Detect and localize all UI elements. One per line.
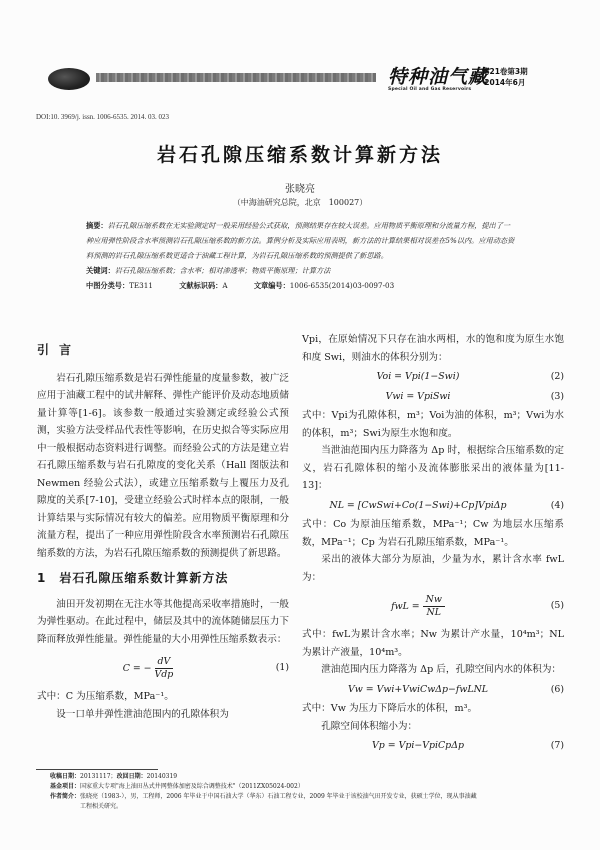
eq1-fraction xyxy=(155,656,174,681)
volume-issue: 第21卷第3期 xyxy=(482,67,528,76)
footnote-bio xyxy=(50,792,570,802)
keywords xyxy=(86,263,516,278)
equation-6 xyxy=(302,681,564,699)
eq7-label: (7) xyxy=(550,740,564,751)
fund-text: 国家重大专项"海上油田丛式井网整体加密及综合调整技术"（2011ZX05024-002） xyxy=(80,783,304,790)
intro-paragraph: 岩石孔隙压缩系数是岩石弹性能量的度量参数，被广泛应用于油藏工程中的试井解释、弹性产能评价及动态地质储量计算等[1-6]。该参数一般通过实验测定或经验公式预测，实验方法受样品代表性等影响，在历史拟合等实际应用中一般根据动态资料进行调整。而经验公式的方法是建立岩石孔隙压缩系数与岩石孔隙度的变化关系（Hall 图版法和 Newmen 经验公式法），或建立压缩系数与上覆压力及孔隙度的关系[7-10]，受建立经验公式时样本点的限制，一般计算结果与实际情况有较大的偏差。应用物质平衡原理和分流量方程，提出了一种应用弹性阶段含水率预测岩石孔隙压缩系数的方法，为岩石孔隙压缩系数的预测提供了新思路。 xyxy=(37,372,289,559)
eq5-label: (5) xyxy=(550,600,564,612)
eq6-description: 式中：Vw 为压力下降后水的体积，m³。 xyxy=(302,703,478,714)
footnote-fund xyxy=(50,782,570,792)
left-column xyxy=(37,336,289,723)
paragraph-2: 当泄油范围内压力降落为 Δp 时，根据综合压缩系数的定义，岩石孔隙体积的缩小及流体膨胀采出的液体量为[11-13]： xyxy=(302,445,564,491)
clc-value: TE311 xyxy=(129,281,153,290)
equation-7 xyxy=(302,737,564,755)
paragraph-4: 泄油范围内压力降落为 Δp 后，孔隙空间内水的体积为： xyxy=(321,664,562,675)
eq5-numerator: Nw xyxy=(423,594,445,607)
eq1-label: (1) xyxy=(275,662,289,674)
footnote-divider xyxy=(36,769,158,770)
eq6-label: (6) xyxy=(550,683,564,695)
paragraph-last: 设一口单井弹性泄油范围内的孔隙体积为 xyxy=(56,708,229,720)
equation-2 xyxy=(302,368,564,386)
equation-3 xyxy=(302,388,564,406)
revised-label: 改回日期： xyxy=(116,773,147,780)
eq5-denominator: NL xyxy=(426,606,441,618)
eq1-denominator: Vdp xyxy=(154,668,174,680)
eq3-label: (3) xyxy=(550,390,564,402)
eq1-numerator: dV xyxy=(155,656,174,669)
article-no-label: 文章编号： xyxy=(253,281,290,290)
classification-line xyxy=(86,278,516,293)
issue-date: 2014年6月 xyxy=(484,78,526,87)
paragraph-5: 孔隙空间体积缩小为： xyxy=(321,720,418,732)
received-label: 收稿日期： xyxy=(50,773,81,780)
doi: DOI:10. 3969/j. issn. 1006-6535. 2014. 03. 023 xyxy=(36,113,169,121)
eq23-description: 式中：Vpi为孔隙体积，m³；Voi为油的体积，m³；Vwi为水的体积，m³；Swi为原生水饱和度。 xyxy=(302,410,564,439)
doc-code-label: 文献标识码： xyxy=(179,281,223,290)
section1-paragraph: 油田开发初期在无注水等其他提高采收率措施时，一般为弹性驱动。在此过程中，储层及其中的流体随储层压力下降而释放弹性能量。弹性能量的大小用弹性压缩系数表示： xyxy=(37,598,289,645)
abstract-text: 岩石孔隙压缩系数在无实验测定时一般采用经验公式获取，预测结果存在较大误差。应用物质平衡原理和分流量方程，提出了一种应用弹性阶段含水率预测岩石孔隙压缩系数的新方法。算例分析及实际应用表明，新方法的计算结果相对误差在5%以内。应用动态资料预测的岩石孔隙压缩系数更适合于油藏工程计算，为岩石孔隙压缩系数的预测提供了新思路。 xyxy=(86,221,515,260)
revised-date: 20140319 xyxy=(146,773,178,780)
equation-1 xyxy=(37,650,289,686)
affiliation: （中海油研究总院，北京 100027） xyxy=(232,198,368,207)
equation-4 xyxy=(302,497,564,515)
keywords-label: 关键词： xyxy=(86,266,115,275)
journal-logo-ellipse xyxy=(48,68,90,90)
author: 张晓亮 xyxy=(285,184,315,195)
eq6-body: Vw = Vwi+VwiCwΔp−fwLNL xyxy=(347,683,489,695)
abstract xyxy=(86,218,516,263)
section1-heading: 1 岩石孔隙压缩系数计算新方法 xyxy=(37,571,229,585)
journal-name-cn: 特种油气藏 xyxy=(388,66,489,88)
intro-heading: 引言 xyxy=(37,343,82,357)
footnotes xyxy=(50,772,570,812)
abstract-label: 摘要： xyxy=(86,221,108,230)
right-column xyxy=(302,331,564,757)
header-decorative-bar xyxy=(96,73,376,82)
bio-text-1: 张晓亮（1983-），男，工程师，2006 年毕业于中国石油大学（华东）石油工程专业，2009 年毕业于该校油气田开发专业，获硕士学位，现从事油藏 xyxy=(80,793,477,800)
eq5-description: 式中：fwL为累计含水率；Nw 为累计产水量，10⁴m³；NL 为累计产液量，10⁴m³。 xyxy=(302,629,564,658)
bio-text-2: 工程相关研究。 xyxy=(80,803,123,810)
eq7-body: Vp = Vpi−VpiCpΔp xyxy=(372,740,464,751)
equation-5 xyxy=(302,588,564,624)
issue-info xyxy=(482,66,528,88)
eq5-lhs: fwL = xyxy=(391,600,420,612)
clc-label: 中图分类号： xyxy=(86,281,130,290)
paragraph-3: 采出的液体大部分为原油，少量为水，累计含水率 fwL为： xyxy=(302,554,564,583)
bio-label: 作者简介： xyxy=(50,793,81,800)
keywords-text: 岩石孔隙压缩系数；含水率；相对渗透率；物质平衡原理；计算方法 xyxy=(114,266,331,275)
eq4-body: NL = [CwSwi+Co(1−Swi)+Cp]VpiΔp xyxy=(329,499,507,511)
eq2-label: (2) xyxy=(550,371,564,382)
fund-label: 基金项目： xyxy=(50,783,81,790)
eq1-description: 式中：C 为压缩系数，MPa⁻¹。 xyxy=(37,691,174,702)
eq2-body: Voi = Vpi(1−Swi) xyxy=(376,371,460,382)
eq4-label: (4) xyxy=(550,499,564,511)
eq1-lhs: C = − xyxy=(122,662,152,674)
eq5-fraction xyxy=(423,594,445,619)
abstract-block xyxy=(86,218,516,293)
eq3-body: Vwi = VpiSwi xyxy=(385,390,451,402)
article-title: 岩石孔隙压缩系数计算新方法 xyxy=(156,144,443,166)
article-no-value: 1006-6535(2014)03-0097-03 xyxy=(289,281,395,290)
paragraph-1: Vpi，在原始情况下只存在油水两相，水的饱和度为原生水饱和度 Swi，则油水的体积分别为： xyxy=(302,334,564,363)
journal-name-en: Special Oil and Gas Reservoirs xyxy=(388,87,472,92)
footnote-dates xyxy=(50,772,570,782)
received-date: 20131117； xyxy=(80,773,117,780)
eq4-description: 式中：Co 为原油压缩系数，MPa⁻¹；Cw 为地层水压缩系数，MPa⁻¹；Cp 为岩石孔隙压缩系数，MPa⁻¹。 xyxy=(302,519,564,548)
doc-code-value: A xyxy=(222,281,228,290)
